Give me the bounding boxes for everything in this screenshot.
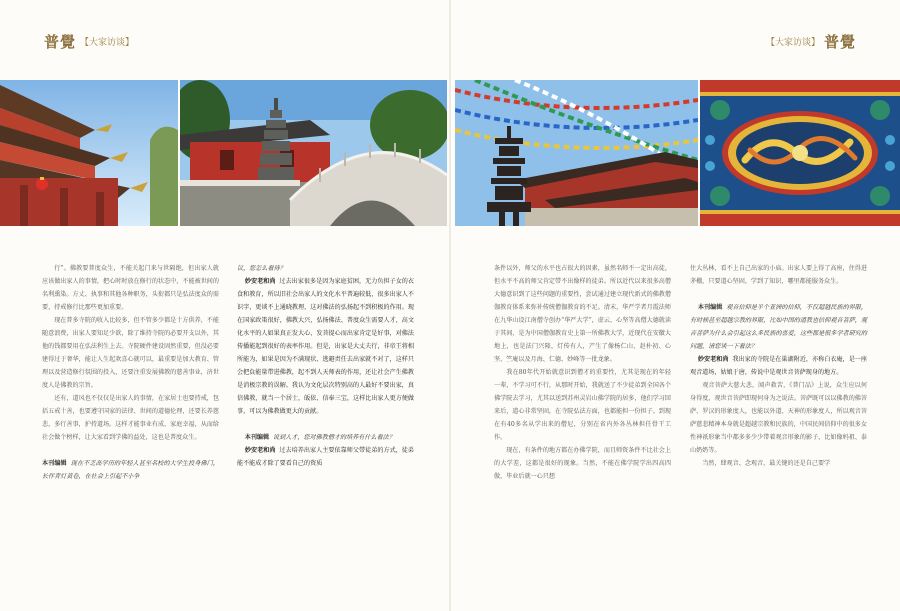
article-column-3: [494, 262, 671, 483]
paragraph: 当然，肆观音、念观音，最关键的还是自己要学: [702, 460, 831, 467]
answer: [237, 444, 414, 470]
answer-text: 过去培养出家人主要依靠师父带徒弟的方式，徒弟能不能成才除了要看自己的资质: [237, 447, 415, 467]
paragraph: 条件以外，师父的水平也占很大的因素，虽然名师不一定出高徒，但水平不高的师父肯定带不出像样的徒弟。所以近代以来很多高僧大德意识到了这些问题的重要性，尝试通过建立现代新式的佛教僧伽教育体系来弥补传统僧伽教育的不足。清末，华严学者月霞法师在九华山设江南僧寺创办“华严大学”，虚云、心坚等高僧大德就读于其间，是为中国僧伽教育史上第一所佛教大学，近现代在安徽大地上，也是法门兴隆，灯传有人，产生了像杨仁山、赵朴初、心坚、竺庵以及月海、仁德、妙峰等一批龙象。: [494, 265, 671, 363]
brand-name: 普覺: [44, 32, 77, 51]
paragraph: 住大丛林，看不上自己出家的小庙。出家人要上得了高座，住得进茅棚，只要道心坚固，学到了知识，哪里都能服务众生。: [690, 265, 867, 285]
answer-text: 过去出家很多是因为家庭贫困，无力负担子女的衣食和教育，所以旧社会出家人的文化水平普遍较低，很多出家人不识字，更谈不上通晓教理，这对佛法的弘扬起不到积极的作用。现在国家政策很好，佛教大兴，弘扬佛法、普度众生需要人才，高文化水平的人如果真正发大心、发菩提心而出家肯定是好事，对佛法传播能起到很好的表率作用。但是，出家是大丈夫行，非帝王将相所能为，如果是因为不满现状、逃避责任去出家就不对了，这样只会把負能量带进佛教，起不到人天师表的作用，还让社会产生佛教是消极宗教的误解。我认为文化层次特别高的人最好不要出家，真信佛教，就当一个居士，皈依、信奉三宝，这样比出家人更方便做事，可以为佛教做更大的贡献。: [237, 278, 415, 415]
dragon-ceiling-photo: [700, 80, 900, 226]
question-continued: 议，您怎么看待？: [237, 265, 286, 272]
paragraph: 现在普多寺院的收入比较多，但不管多少都是十方供养，不能随意浪费，出家人要知足少欲，除了维持寺院的必要开支以外，其他的钱都要用在弘法利生上去。寺院硬件建设固然重要，但没必要建得过于奢华，能让人生起欢喜心就可以，最重要是加大教育、管理以及营造修行氛围的投入，还要注重发展佛教的慈善事业，济世度人是佛教的宗旨。: [42, 317, 219, 389]
speaker-label: 本刊编辑: [42, 460, 67, 467]
article-column-1: [42, 262, 219, 483]
speaker-label: 本刊编辑: [697, 304, 723, 311]
paragraph: 还有，道风也不仅仅是出家人的事情，在家居士也要持戒，包括五戒十善，也要遵守国家的法律、世间的道德伦理，还要长养慈悲，多行善事，护持道场。这样才能事业有成、家庭幸福，从而给社会做个榜样，让大家看到学佛的益处，这也是普度众生。: [42, 395, 219, 441]
question-text: 现在不乏高学历的年轻人甚至名校的大学生投身佛门，长伴青灯黄卷，在社会上引起不小争: [42, 460, 220, 480]
section-tag: 【大家访谈】: [765, 37, 820, 48]
brand-name: 普覺: [823, 32, 856, 51]
paragraph: 行”。佛教要普度众生，不能关起门来与世隔绝，但出家人就应该做出家人的事情，把心时时放在修行的状态中，不能被世间的名利熏染。方丈、执事和其他各种职务，头衔都只是弘法度众的需要，持戒修行比那些更加重要。: [42, 265, 219, 311]
paragraph: 现在，有条件的地方都在办佛学院，而且师资条件不比社会上的大学差，这都是很好的现象。当然，不能在佛学院学出四高四傲，毕业后就一心只想: [494, 447, 671, 480]
temple-eaves-photo: [0, 80, 178, 226]
answer-text: 我出家的寺院是在巢湖附近，亦称白衣庵，是一座观音道场，姑娘于唐，传说中是观世音菩萨现身的地方。: [690, 356, 868, 376]
page-gutter: [449, 0, 451, 611]
dragon-ceiling-illustration: [700, 80, 900, 226]
paragraph: 观音菩萨大慈大悲，闻声救苦，《普门品》上说，众生应以何身得度，观世音菩萨即现何身为之说法。菩萨既可以以佛教的佛菩萨、罗汉的形象度人，也能以外道、天神的形象度人，所以观音菩萨慈悲精神本身就是超越宗教和民族的，中国民间信仰中的很多女性神祇形象当中都多多少少带着观音形象的影子，比如像妈祖、泰山奶奶等。: [690, 382, 867, 454]
question-text: 说到人才，您对佛教僧才的培养有什么看法？: [273, 434, 395, 441]
speaker-label: 妙安老和尚: [697, 356, 729, 363]
pagoda-bridge-photo: [180, 80, 447, 226]
editor-question: [690, 301, 867, 353]
answer: [690, 353, 867, 379]
masthead-right: [766, 31, 856, 51]
section-tag: 【大家访谈】: [80, 37, 135, 48]
speaker-label: 妙安老和尚: [244, 278, 276, 285]
article-column-4: [690, 262, 867, 470]
article-column-2: [237, 262, 414, 470]
masthead-left: [44, 31, 134, 51]
speaker-label: 本刊编辑: [244, 434, 270, 441]
pagoda-bridge-illustration: [180, 80, 447, 226]
temple-eaves-illustration: [0, 80, 178, 226]
paragraph: 我在80年代开始就意识到僧才的重要性，尤其是现在的年轻一辈，不学习可不行，从那时开始，我就送了不少徒弟到全国各个佛学院去学习，尤其以送到苏州灵岩山佛学院的居多，他们学习回来后，道心非常坚固，在寺院弘法方面，也都能担一份担子。到现在有40多名从学出来的僧尼，分别在省内外各丛林担任骨干工作。: [494, 369, 671, 441]
prayer-flags-illustration: [455, 80, 698, 226]
speaker-label: 妙安老和尚: [244, 447, 276, 454]
editor-question: [42, 457, 219, 483]
question-text: 观音信仰是半个亚洲的信仰，不仅超越民族的界限，有时候甚至超越宗教的界限，比如中国的道教也信仰观音菩萨，观音菩萨为什么会引起这么多民族的喜爱，这些都是很多学者研究的问题，请您谈一下看法？: [690, 304, 868, 350]
answer: [237, 275, 414, 418]
prayer-flags-censer-photo: [455, 80, 698, 226]
editor-question: [237, 431, 414, 444]
